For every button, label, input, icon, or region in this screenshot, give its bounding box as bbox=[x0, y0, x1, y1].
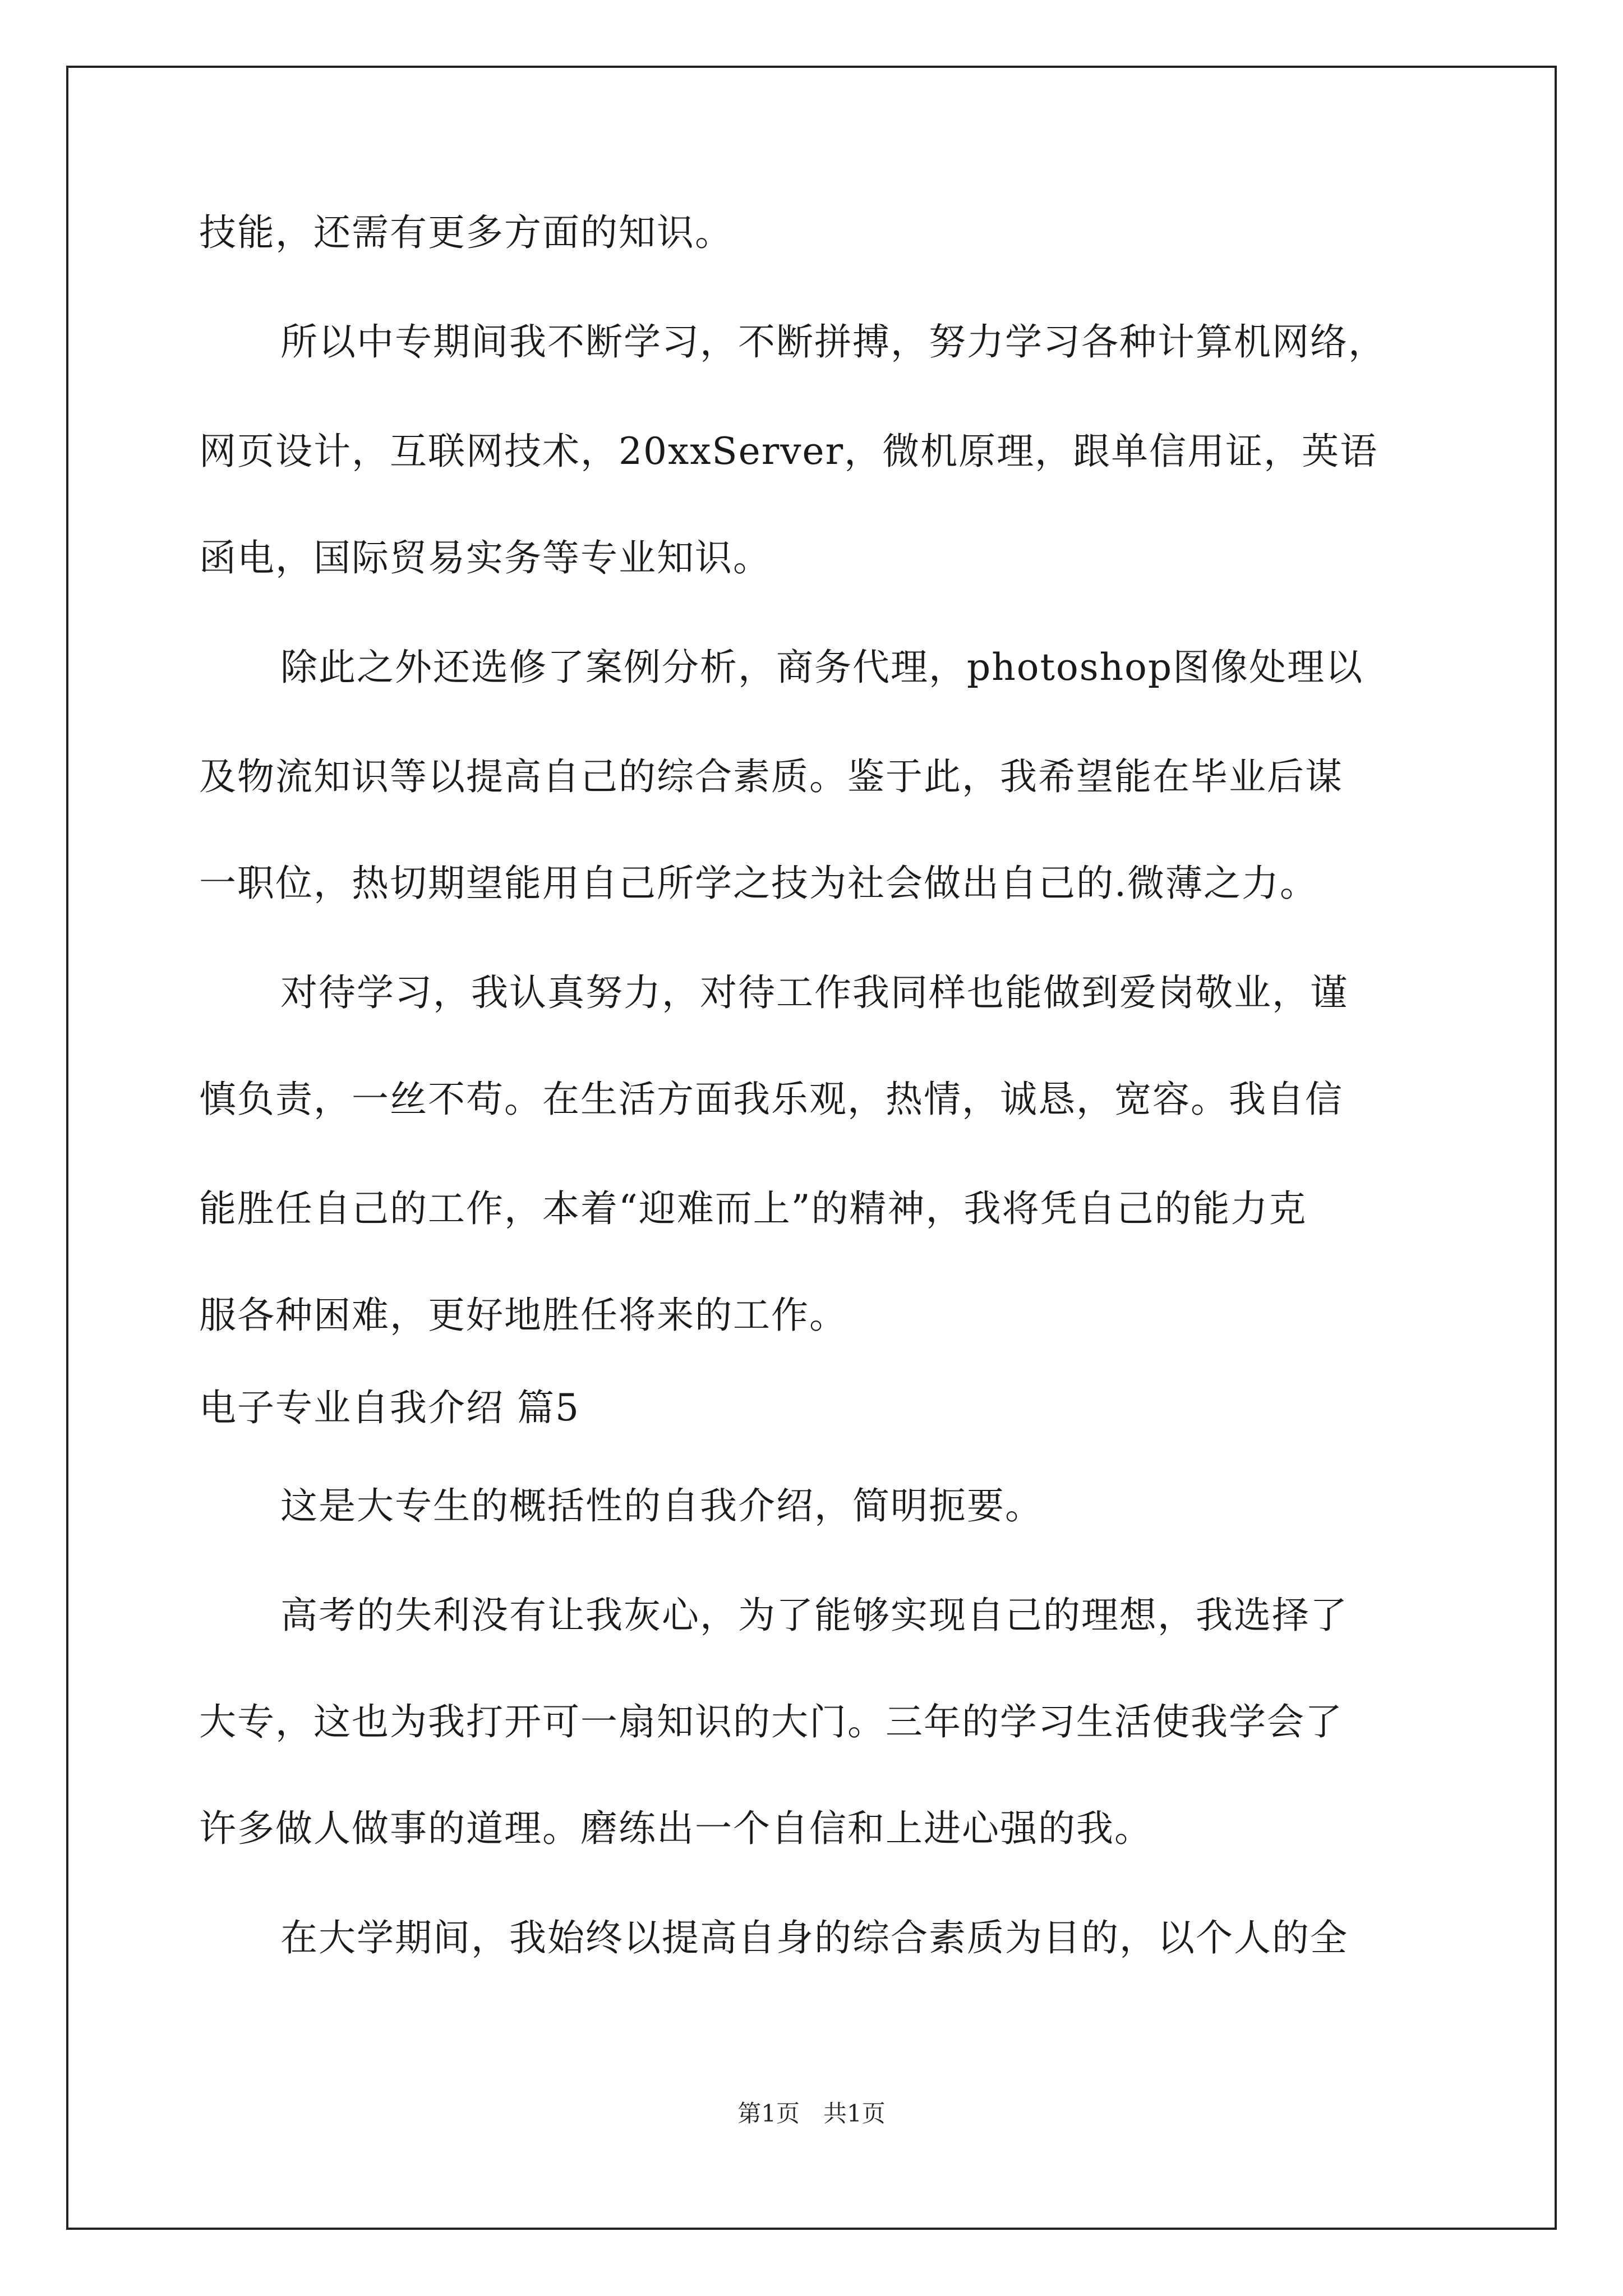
paragraph-start-line: 在大学期间，我始终以提高自身的综合素质为目的，以个人的全 bbox=[280, 1916, 1348, 1959]
text-line: 一职位，热切期望能用自己所学之技为社会做出自己的.微薄之力。 bbox=[199, 862, 1318, 905]
text-line: 许多做人做事的道理。磨练出一个自信和上进心强的我。 bbox=[199, 1807, 1152, 1850]
paragraph-start-line: 这是大专生的概括性的自我介绍，简明扼要。 bbox=[280, 1484, 1043, 1527]
text-line: 技能，还需有更多方面的知识。 bbox=[199, 211, 733, 254]
page-footer: 第1页 共1页 bbox=[737, 2100, 886, 2127]
text-line: 慎负责，一丝不苟。在生活方面我乐观，热情，诚恳，宽容。我自信 bbox=[199, 1078, 1343, 1121]
text-line: 及物流知识等以提高自己的综合素质。鉴于此，我希望能在毕业后谋 bbox=[199, 755, 1343, 798]
text-line: 网页设计，互联网技术，20xxServer，微机原理，跟单信用证，英语 bbox=[199, 430, 1378, 473]
paragraph-start-line: 所以中专期间我不断学习，不断拼搏，努力学习各种计算机网络， bbox=[280, 320, 1386, 364]
text-line: 函电，国际贸易实务等专业知识。 bbox=[199, 536, 771, 579]
text-line: 服各种困难，更好地胜任将来的工作。 bbox=[199, 1294, 847, 1337]
paragraph-start-line: 高考的失利没有让我灰心，为了能够实现自己的理想，我选择了 bbox=[280, 1594, 1348, 1637]
paragraph-start-line: 对待学习，我认真努力，对待工作我同样也能做到爱岗敬业，谨 bbox=[280, 971, 1348, 1014]
paragraph-start-line: 除此之外还选修了案例分析，商务代理，photoshop图像处理以 bbox=[280, 646, 1364, 689]
text-line: 能胜任自己的工作，本着“迎难而上”的精神，我将凭自己的能力克 bbox=[199, 1187, 1307, 1230]
text-line: 大专，这也为我打开可一扇知识的大门。三年的学习生活使我学会了 bbox=[199, 1700, 1343, 1743]
page-border bbox=[66, 66, 1557, 2230]
section-heading: 电子专业自我介绍 篇5 bbox=[199, 1386, 580, 1429]
